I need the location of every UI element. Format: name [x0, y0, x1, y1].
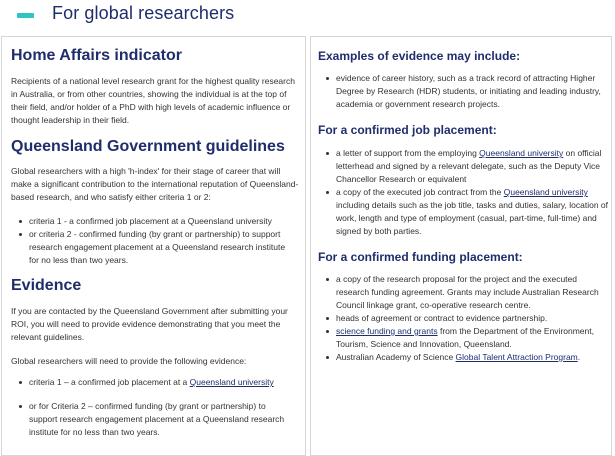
list-item: criteria 1 – a confirmed job placement at a Queensland university: [11, 376, 293, 389]
list-item: or criteria 2 - confirmed funding (by grant or partnership) to support research engagement placement at a Queensland research institute for no less than two years.: [11, 228, 293, 267]
home-affairs-heading: Home Affairs indicator: [11, 47, 182, 64]
list-item: Australian Academy of Science Global Talent Attraction Program.: [318, 351, 608, 364]
list-item: evidence of career history, such as a track record of attracting Higher Degree by Research (HDR) students, or initiating and leading industry, academia or government research projects.: [318, 72, 608, 111]
job-placement-list: [318, 147, 608, 238]
left-panel: [1, 36, 306, 456]
examples-heading: Examples of evidence may include:: [318, 49, 521, 63]
list-item: a letter of support from the employing Queensland university on official letterhead and signed by a relevant delegate, such as the Deputy Vice Chancellor Research or equivalent: [318, 147, 608, 186]
list-item: heads of agreement or contract to evidence partnership.: [318, 312, 608, 325]
page-header: [0, 0, 615, 34]
examples-list: [318, 72, 608, 111]
list-item: criteria 1 - a confirmed job placement at a Queensland university: [11, 215, 293, 228]
global-talent-link[interactable]: Global Talent Attraction Program: [455, 352, 578, 362]
queensland-university-link[interactable]: Queensland university: [503, 187, 588, 197]
qld-guidelines-heading: Queensland Government guidelines: [11, 138, 285, 155]
evidence-list: [11, 376, 293, 439]
science-funding-link[interactable]: science funding and grants: [336, 326, 438, 336]
list-item: or for Criteria 2 – confirmed funding (by grant or partnership) to support research engagement placement at a Queensland research institute for no less than two years.: [11, 400, 293, 439]
funding-placement-list: [318, 273, 608, 364]
page-title: For global researchers: [52, 3, 235, 23]
job-placement-heading: For a confirmed job placement:: [318, 123, 497, 137]
right-panel: [310, 36, 612, 456]
queensland-university-link[interactable]: Queensland university: [479, 148, 564, 158]
evidence-heading: Evidence: [11, 277, 82, 294]
queensland-university-link[interactable]: Queensland university: [189, 377, 274, 387]
accent-bar: [17, 13, 34, 18]
home-affairs-text: Recipients of a national level research grant for the highest quality research in Australia, or from other countries, showing the individual is at the top of their field, and/or holder of a PhD with high levels of academic influence or thought leadership in their field.: [11, 76, 295, 125]
list-item: science funding and grants from the Department of the Environment, Tourism, Science and Innovation, Queensland.: [318, 325, 608, 351]
qld-criteria-list: [11, 215, 293, 267]
funding-placement-heading: For a confirmed funding placement:: [318, 250, 523, 264]
qld-guidelines-text: Global researchers with a high 'h-index' for their stage of career that will make a significant contribution to the international reputation of Queensland-based research, and who satisfy either criteria 1 or 2:: [11, 166, 299, 202]
evidence-intro: Global researchers will need to provide the following evidence:: [11, 356, 247, 366]
list-item: a copy of the executed job contract from the Queensland university including details such as the job title, tasks and duties, salary, location of work, length and type of employment (casual, part-time, full-time) and signed by both parties.: [318, 186, 608, 238]
evidence-text: If you are contacted by the Queensland Government after submitting your ROI, you will need to provide evidence demonstrating that you meet the relevant guidelines.: [11, 306, 288, 342]
list-item: a copy of the research proposal for the project and the executed research funding agreement. Grants may include Australian Research Council linkage grant, co-operative research centre.: [318, 273, 608, 312]
